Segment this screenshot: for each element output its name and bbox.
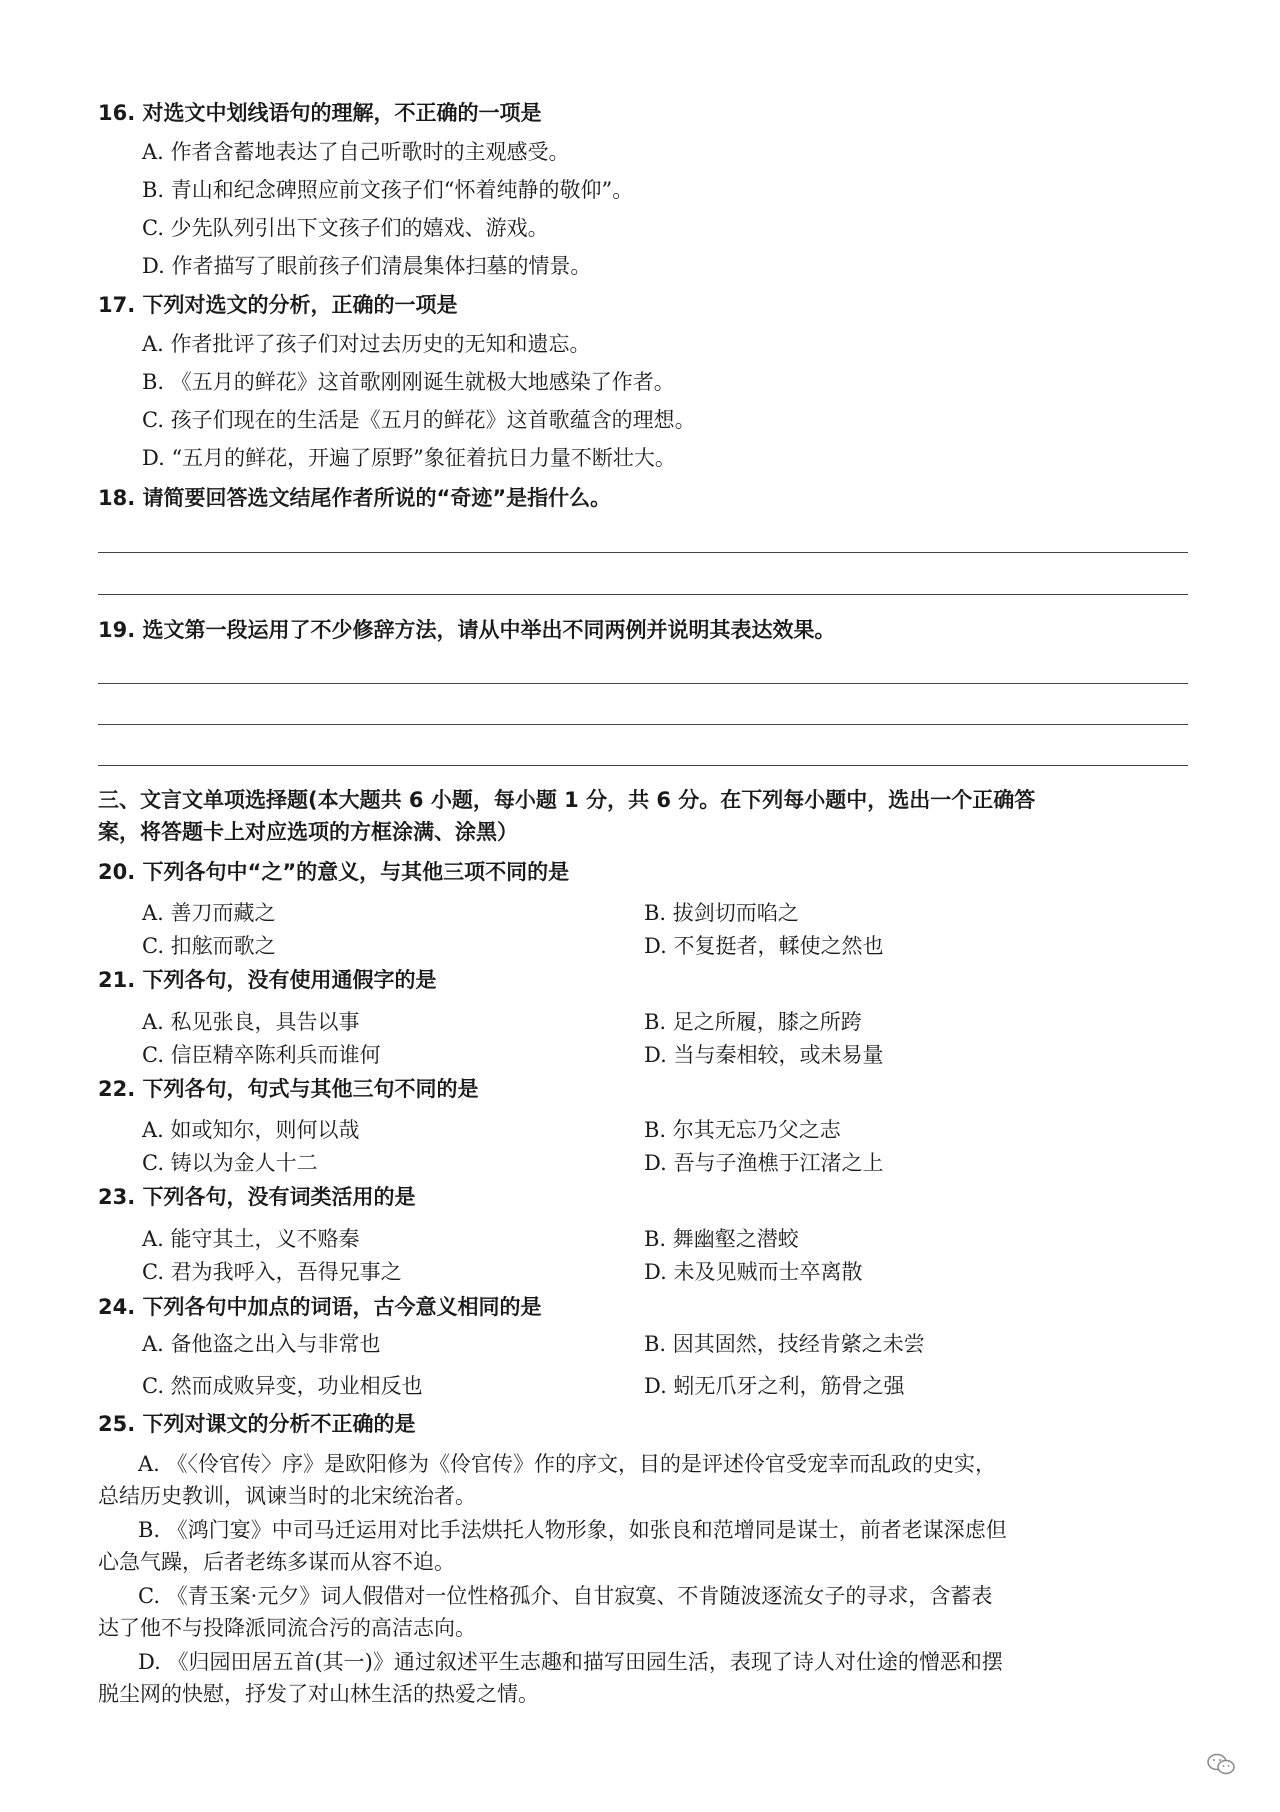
question-25-option-c-line-1: C. 《青玉案·元夕》词人假借对一位性格孤介、自甘寂寞、不肯随波逐流女子的寻求，含蓄表	[138, 1584, 993, 1608]
question-23-option-d: D. 未及见贼而士卒离散	[644, 1260, 863, 1284]
question-25-option-c-line-2: 达了他不与投降派同流合污的高洁志向。	[98, 1616, 476, 1640]
question-16-stem: 16. 对选文中划线语句的理解，不正确的一项是	[98, 101, 542, 125]
question-25-option-b-line-2: 心急气躁，后者老练多谋而从容不迫。	[98, 1550, 455, 1574]
question-24-option-d: D. 蚓无爪牙之利，筋骨之强	[644, 1374, 905, 1398]
question-16-option-a: A. 作者含蓄地表达了自己听歌时的主观感受。	[142, 140, 570, 164]
question-17-option-a: A. 作者批评了孩子们对过去历史的无知和遗忘。	[142, 332, 591, 356]
question-24-option-a: A. 备他盗之出入与非常也	[142, 1332, 381, 1356]
question-25-option-b-line-1: B. 《鸿门宴》中司马迁运用对比手法烘托人物形象，如张良和范增同是谋士，前者老谋深虑但	[138, 1518, 1007, 1542]
question-20-option-d: D. 不复挺者，輮使之然也	[644, 934, 884, 958]
question-17-option-d: D. “五月的鲜花，开遍了原野”象征着抗日力量不断壮大。	[142, 446, 676, 470]
answer-line	[98, 765, 1188, 766]
question-25-option-a-line-1: A. 《〈伶官传〉序》是欧阳修为《伶官传》作的序文，目的是评述伶官受宠幸而乱政的史实，	[138, 1452, 997, 1476]
answer-line	[98, 552, 1188, 553]
question-21-option-d: D. 当与秦相较，或未易量	[644, 1043, 884, 1067]
question-25-option-b	[98, 1514, 1188, 1578]
question-21-option-c: C. 信臣精卒陈利兵而谁何	[142, 1043, 381, 1067]
question-22-option-b: B. 尔其无忘乃父之志	[644, 1118, 841, 1142]
question-22-option-d: D. 吾与子渔樵于江渚之上	[644, 1151, 884, 1175]
question-25-option-d	[98, 1646, 1188, 1710]
question-25-stem: 25. 下列对课文的分析不正确的是	[98, 1412, 416, 1436]
question-23-stem: 23. 下列各句，没有词类活用的是	[98, 1185, 416, 1209]
question-23-option-a: A. 能守其土，义不赂秦	[142, 1227, 360, 1251]
question-25-option-a-line-2: 总结历史教训，讽谏当时的北宋统治者。	[98, 1484, 476, 1508]
question-25-option-d-line-2: 脱尘网的快慰，抒发了对山林生活的热爱之情。	[98, 1682, 539, 1706]
question-20-option-b: B. 拔剑切而啗之	[644, 901, 799, 925]
answer-line	[98, 594, 1188, 595]
wechat-icon	[1206, 1752, 1236, 1776]
question-16-option-c: C. 少先队列引出下文孩子们的嬉戏、游戏。	[142, 216, 549, 240]
question-23-option-b: B. 舞幽壑之潜蛟	[644, 1227, 799, 1251]
question-25-option-c	[98, 1580, 1188, 1644]
question-21-option-a: A. 私见张良，具告以事	[142, 1010, 360, 1034]
question-16-option-b: B. 青山和纪念碑照应前文孩子们“怀着纯静的敬仰”。	[142, 178, 634, 202]
question-24-option-c: C. 然而成败异变，功业相反也	[142, 1374, 423, 1398]
question-17-option-c: C. 孩子们现在的生活是《五月的鲜花》这首歌蕴含的理想。	[142, 408, 696, 432]
question-20-option-a: A. 善刀而藏之	[142, 901, 276, 925]
question-17-stem: 17. 下列对选文的分析，正确的一项是	[98, 293, 458, 317]
question-25-option-d-line-1: D. 《归园田居五首(其一)》通过叙述平生志趣和描写田园生活，表现了诗人对仕途的憎恶和摆	[138, 1650, 1003, 1674]
answer-line	[98, 683, 1188, 684]
section-3-heading-line-2: 案，将答题卡上对应选项的方框涂满、涂黑）	[98, 820, 518, 844]
question-20-stem: 20. 下列各句中“之”的意义，与其他三项不同的是	[98, 860, 570, 884]
question-17-option-b: B. 《五月的鲜花》这首歌刚刚诞生就极大地感染了作者。	[142, 370, 675, 394]
question-20-option-c: C. 扣舷而歌之	[142, 934, 276, 958]
question-22-option-a: A. 如或知尔，则何以哉	[142, 1118, 360, 1142]
question-24-stem: 24. 下列各句中加点的词语，古今意义相同的是	[98, 1295, 542, 1319]
section-3-heading	[98, 784, 1188, 848]
question-21-option-b: B. 足之所履，膝之所跨	[644, 1010, 862, 1034]
question-19-stem: 19. 选文第一段运用了不少修辞方法，请从中举出不同两例并说明其表达效果。	[98, 618, 836, 642]
question-16-option-d: D. 作者描写了眼前孩子们清晨集体扫墓的情景。	[142, 254, 592, 278]
question-23-option-c: C. 君为我呼入，吾得兄事之	[142, 1260, 402, 1284]
answer-line	[98, 724, 1188, 725]
question-22-stem: 22. 下列各句，句式与其他三句不同的是	[98, 1077, 479, 1101]
question-24-option-b: B. 因其固然，技经肯綮之未尝	[644, 1332, 925, 1356]
question-18-stem: 18. 请简要回答选文结尾作者所说的“奇迹”是指什么。	[98, 486, 612, 510]
question-22-option-c: C. 铸以为金人十二	[142, 1151, 318, 1175]
question-21-stem: 21. 下列各句，没有使用通假字的是	[98, 968, 437, 992]
question-25-option-a	[98, 1448, 1188, 1512]
section-3-heading-line-1: 三、文言文单项选择题(本大题共 6 小题，每小题 1 分，共 6 分。在下列每小题中，选出一个正确答	[98, 788, 1036, 812]
